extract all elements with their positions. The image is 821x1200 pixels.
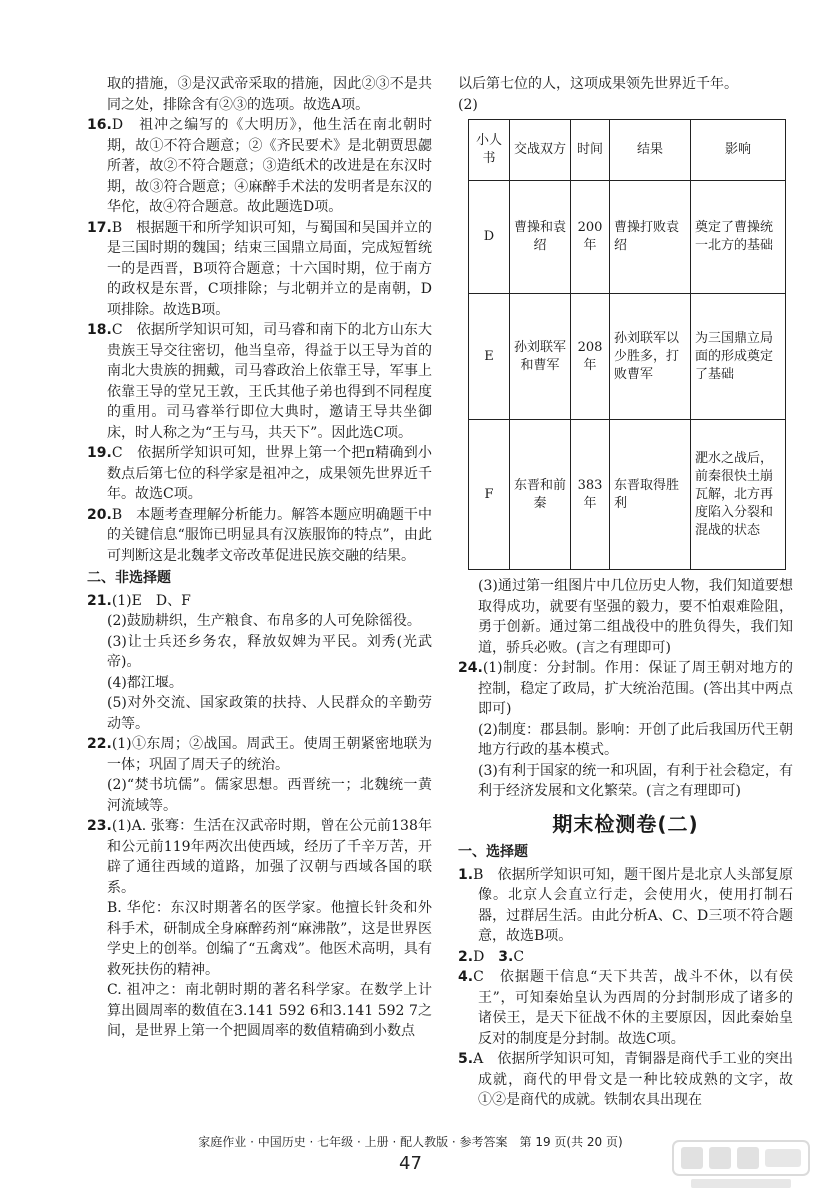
answer-text: C [513,948,525,965]
answer-number: 22. [87,736,112,752]
answer-text: (1)制度：分封制。作用：保证了周王朝对地方的控制，稳定了政局，扩大统治范围。(答出其中两点即可) [478,660,793,717]
table-cell: 东晋和前秦 [510,420,571,570]
table-cell: E [469,294,510,420]
answer-20 [87,505,432,567]
answer-number: 17. [87,219,112,236]
exam-title: 期末检测卷(二) [552,811,699,836]
column-header: 结果 [610,120,691,181]
answer-line: (5)对外交流、国家政策的扶持、人民群众的辛勤劳动等。 [107,695,432,732]
column-header: 交战双方 [510,120,571,181]
answer-line: (4)都江堰。 [107,674,183,691]
answer-text: D [473,948,499,965]
table-cell: F [469,420,510,570]
answer-24 [458,658,793,802]
answer-number: 19. [87,445,112,461]
right-column [458,74,793,1111]
table-cell: 淝水之战后，前秦很快土崩瓦解，北方再度陷入分裂和混战的状态 [691,420,786,570]
answer-4 [458,967,793,1049]
table-cell: 208年 [571,294,610,420]
answer-text: C 依据题干信息“天下共苦，战斗不休，以有侯王”，可知秦始皇认为西周的分封制形成了诸多的诸侯王，是天下征战不休的主要原因，因此秦始皇反对的制度是分封制。故选C项。 [473,969,793,1047]
answer-text: C 依据所学知识可知，司马睿和南下的北方山东大贵族王导交往密切，他当皇帝，得益于以王导为首的南北大贵族的拥戴，司马睿政治上依靠王导，军事上依靠王导的堂兄王敦，王氏其他子弟也得到不同程度的重用。司马睿举行即位大典时，邀请王导共坐御床，时人称之为“王与马，共天下”。因此选C项。 [107,322,432,441]
section-heading-non-choice: 二、非选择题 [87,570,171,586]
answer-16 [87,115,432,218]
answer-line: (2)制度：郡县制。影响：开创了此后我国历代王朝地方行政的基本模式。 [478,721,793,758]
answer-number: 2. [458,948,474,965]
answer-number: 23. [87,818,112,834]
answer-5 [458,1049,793,1111]
answer-text: B 依据所学知识可知，题干图片是北京人头部复原像。北京人会直立行走，会使用火，使用打制石器，过群居生活。由此分析A、C、D三项不符合题意，故选B项。 [473,866,793,944]
answer-line: (3)让士兵还乡务农，释放奴婢为平民。刘秀(光武帝)。 [107,633,432,670]
answer-number: 5. [458,1051,474,1067]
table-cell: 383年 [571,420,610,570]
answer-line [87,816,432,898]
answer-number: 21. [87,592,112,609]
answer-text: (1)①东周；②战国。周武王。使周王朝紧密地联为一体；巩固了周天子的统治。 [107,736,432,773]
answer-text: C 依据所学知识可知，世界上第一个把π精确到小数点后第七位的科学家是祖冲之，成果领先世界近千年。故选C项。 [107,445,432,502]
answer-text: B 根据题干和所学知识可知，与蜀国和吴国并立的是三国时期的魏国；结束三国鼎立局面，完成短暂统一的是西晋，B项符合题意；十六国时期，位于南方的政权是东晋，C项排除；与北朝并立的是南朝，D项排除。故选B项。 [107,219,432,318]
answer-line: (2)鼓励耕织，生产粮食、布帛多的人可免除徭役。 [107,613,421,629]
continued-answer-15: 取的措施，③是汉武帝采取的措施，因此②③不是共同之处，排除含有②③的选项。故选A项。 [107,76,432,113]
answer-text: A 依据所学知识可知，青铜器是商代手工业的突出成就，商代的甲骨文是一种比较成熟的文字，故①②是商代的成就。铁制农具出现在 [473,1051,793,1108]
answer-23-part3: (3)通过第一组图片中几位历史人物，我们知道要想取得成功，就要有坚强的毅力，要不怕艰难险阻，勇于创新。通过第二组战役中的胜负得失，我们知道，骄兵必败。(言之有理即可) [478,578,793,656]
answer-number: 3. [498,948,514,965]
table-cell: 200年 [571,181,610,294]
answer-text: (1)E D、F [111,592,191,609]
left-column [87,74,432,1042]
table-cell: 孙刘联军和曹军 [510,294,571,420]
answer-number: 18. [87,322,112,338]
answer-1 [458,865,793,947]
answer-text: (1)A. 张骞：生活在汉武帝时期，曾在公元前138年和公元前119年两次出使西域，经历了千辛万苦，开辟了通往西域的道路，加强了汉朝与西域各国的联系。 [107,818,432,896]
answer-line: (3)有利于国家的统一和巩固，有利于社会稳定，有利于经济发展和文化繁荣。(言之有理即可) [478,762,793,799]
answer-line [87,734,432,775]
answer-21 [87,591,432,735]
watermark-logo [671,1137,811,1192]
answer-line [458,658,793,720]
answer-line [87,591,432,612]
page-number: 47 [399,1153,422,1174]
column-header: 影响 [691,120,786,181]
answer-18 [87,320,432,443]
table-cell: D [469,181,510,294]
battle-table [468,119,786,570]
table-row [469,420,786,570]
table-cell: 东晋取得胜利 [610,420,691,570]
answer-23 [87,816,432,1042]
answer-2-3 [458,947,793,968]
answer-number: 4. [458,969,474,985]
table-cell: 曹操打败袁绍 [610,181,691,294]
answer-line: (2)“焚书坑儒”。儒家思想。西晋统一；北魏统一黄河流域等。 [107,777,432,814]
answer-number: 24. [458,660,483,676]
table-header-row [469,120,786,181]
section-heading-choice: 一、选择题 [458,844,528,860]
answer-number: 1. [458,866,474,883]
answer-19 [87,443,432,505]
page-footer: 家庭作业 · 中国历史 · 七年级 · 上册 · 配人教版 · 参考答案 第 19 页(共 20 页) [198,1135,623,1149]
table-cell: 奠定了曹操统一北方的基础 [691,181,786,294]
column-header: 时间 [571,120,610,181]
answer-number: 16. [87,117,112,133]
sub-question-label: (2) [458,96,478,113]
answer-text: D 祖冲之编写的《大明历》，他生活在南北朝时期，故①不符合题意；②《齐民要术》是北朝贾思勰所著，故②不符合题意；③造纸术的改进是在东汉时期，故③符合题意；④麻醉手术法的发明者是东汉的华佗，故④符合题意。故此题选D项。 [107,117,432,215]
answer-number: 20. [87,506,112,523]
column-header: 小人书 [469,120,510,181]
table-cell: 为三国鼎立局面的形成奠定了基础 [691,294,786,420]
table-cell: 孙刘联军以少胜多，打败曹军 [610,294,691,420]
table-row [469,294,786,420]
answer-text: B 本题考查理解分析能力。解答本题应明确题干中的关键信息“服饰已明显具有汉族服饰的特点”，由此可判断这是北魏孝文帝改革促进民族交融的结果。 [107,506,432,564]
answer-line: B. 华佗：东汉时期著名的医学家。他擅长针灸和外科手术，研制成全身麻醉药剂“麻沸散”，这是世界医学史上的创举。创编了“五禽戏”。他医术高明，具有救死扶伤的精神。 [107,900,432,978]
table-cell: 曹操和袁绍 [510,181,571,294]
continued-answer-23: 以后第七位的人，这项成果领先世界近千年。 [458,76,738,92]
answer-line: C. 祖冲之：南北朝时期的著名科学家。在数学上计算出圆周率的数值在3.141 592 6和3.141 592 7之间，是世界上第一个把圆周率的数值精确到小数点 [107,982,432,1039]
answer-22 [87,734,432,816]
table-row [469,181,786,294]
answer-17 [87,218,432,321]
